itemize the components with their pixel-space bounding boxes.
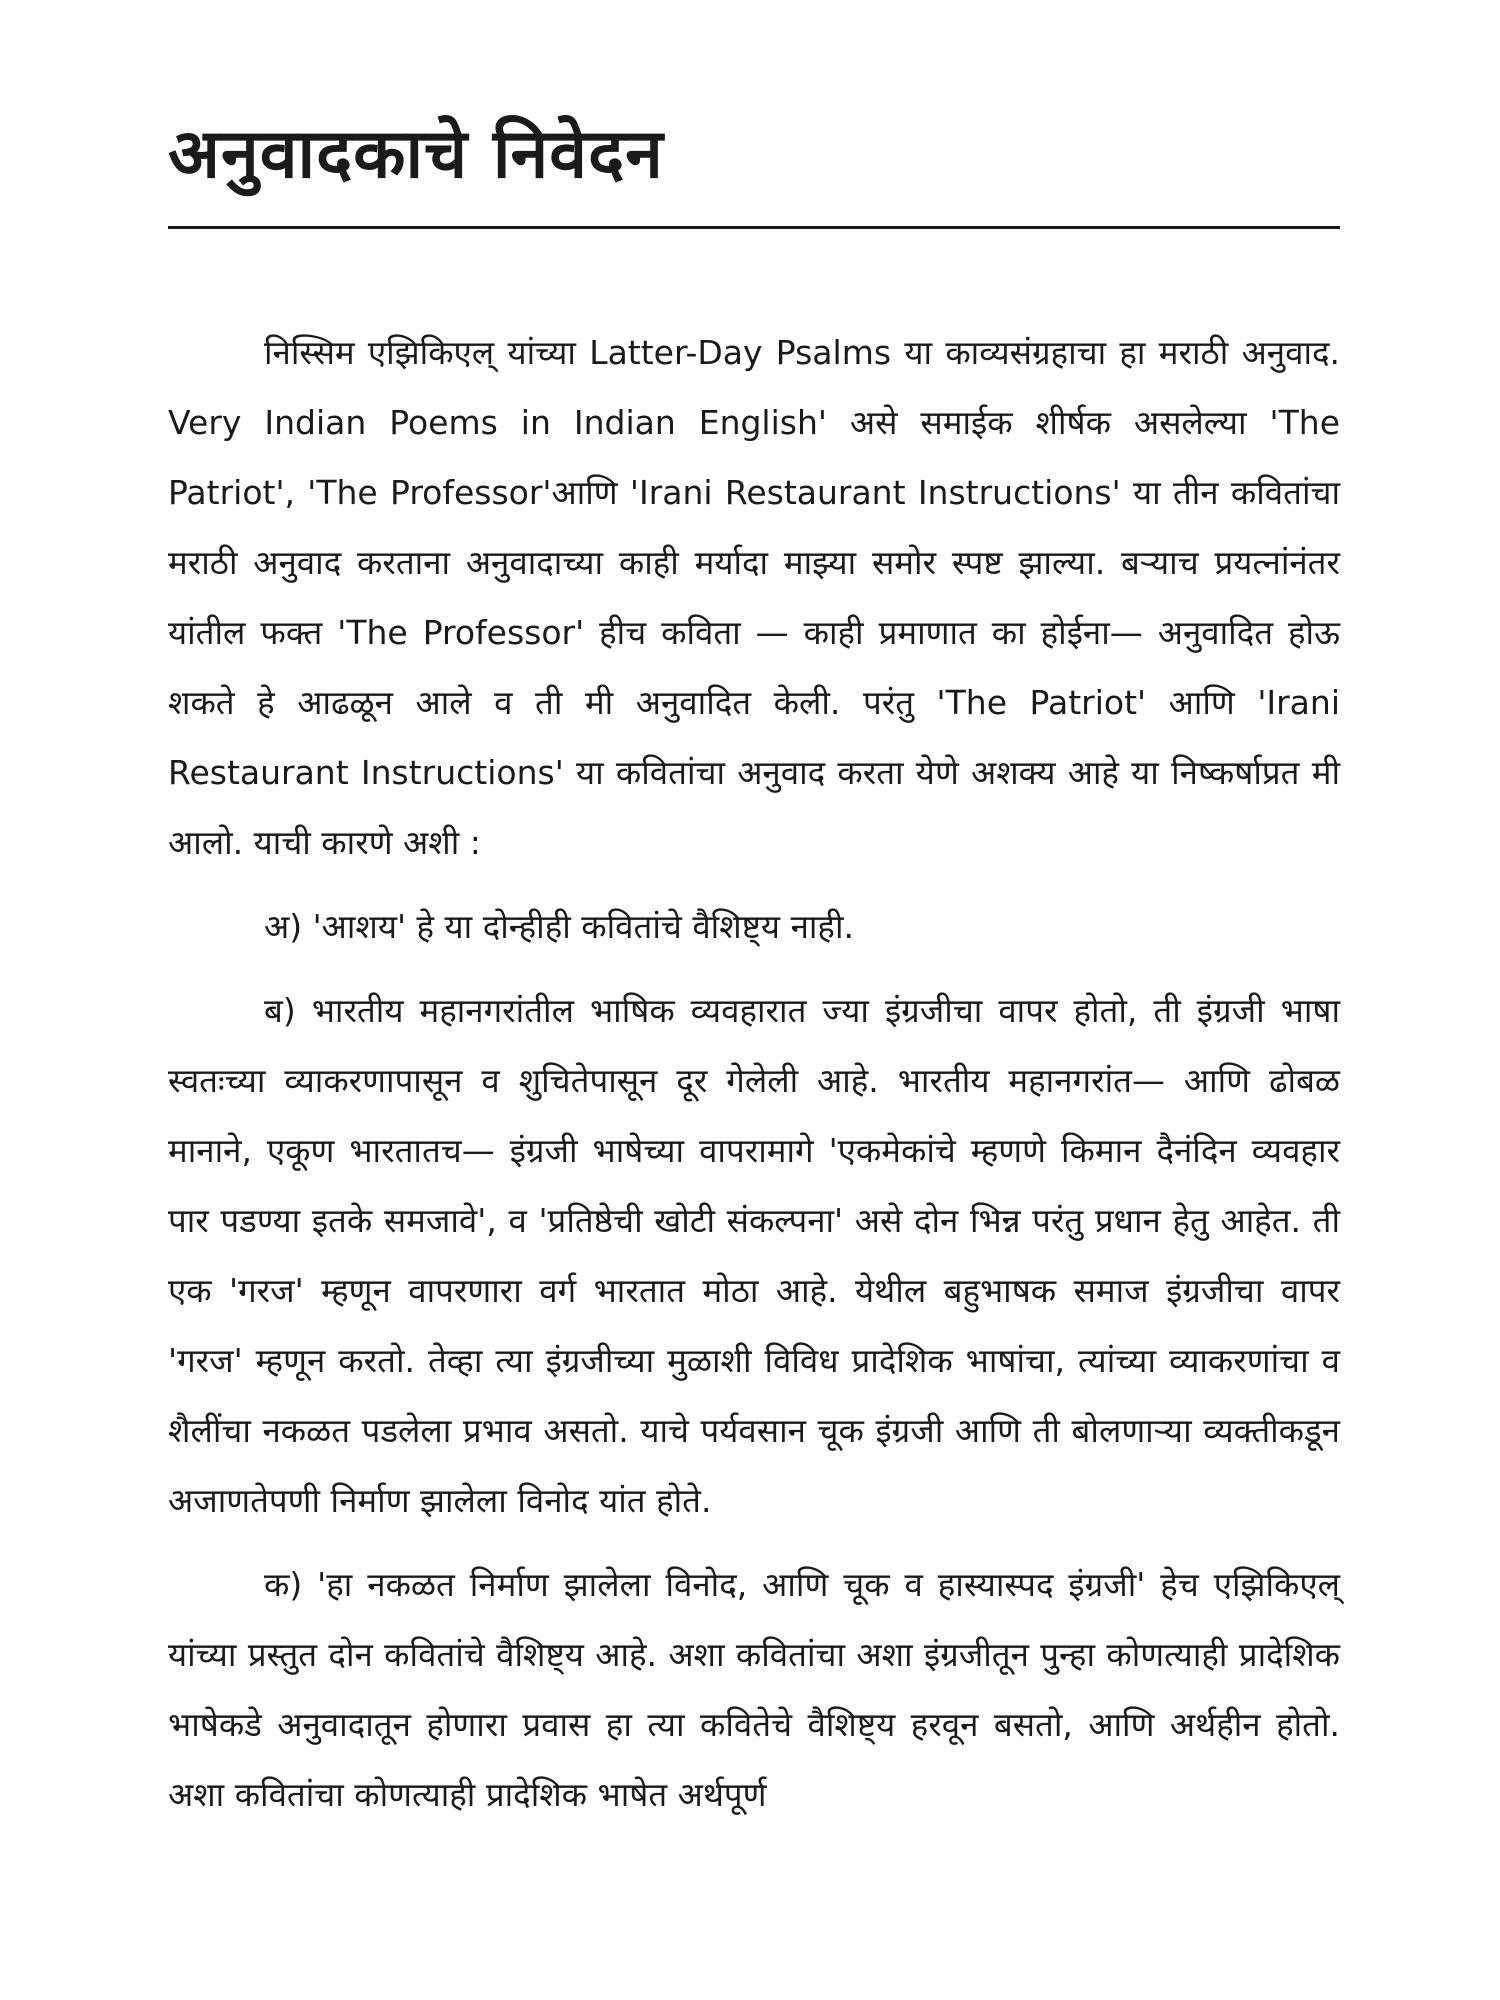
title-underline bbox=[168, 226, 1340, 229]
list-item-b bbox=[168, 976, 1340, 1536]
page-title: अनुवादकाचे निवेदन bbox=[168, 115, 664, 194]
list-item-c bbox=[168, 1550, 1340, 1830]
list-item-text: भारतीय महानगरांतील भाषिक व्यवहारात ज्या इंग्रजीचा वापर होतो, ती इंग्रजी भाषा स्वतःच्या व्याकरणापासून व शुचितेपासून दूर गेलेली आहे. भारतीय महानगरांत— आणि ढोबळ मानाने, एकूण भारतातच— इंग्रजी भाषेच्या वापरामागे 'एकमेकांचे म्हणणे किमान दैनंदिन व्यवहार पार पडण्या इतके समजावे', व 'प्रतिष्ठेची खोटी संकल्पना' असे दोन भिन्न परंतु प्रधान हेतु आहेत. ती एक 'गरज' म्हणून वापरणारा वर्ग भारतात मोठा आहे. येथील बहुभाषक समाज इंग्रजीचा वापर 'गरज' म्हणून करतो. तेव्हा त्या इंग्रजीच्या मुळाशी विविध प्रादेशिक भाषांचा, त्यांच्या व्याकरणांचा व शैलींचा नकळत पडलेला प्रभाव असतो. याचे पर्यवसान चूक इंग्रजी आणि ती बोलणाऱ्या व्यक्तीकडून अजाणतेपणी निर्माण झालेला विनोद यांत होते. bbox=[168, 991, 1340, 1520]
list-item-label: ब) bbox=[264, 991, 296, 1030]
list-item-text: 'आशय' हे या दोन्हीही कवितांचे वैशिष्ट्य नाही. bbox=[312, 907, 854, 946]
list-item-label: क) bbox=[264, 1565, 303, 1604]
list-item-a bbox=[168, 892, 1340, 962]
intro-paragraph: निस्सिम एझिकिएल् यांच्या Latter-Day Psalms या काव्यसंग्रहाचा हा मराठी अनुवाद. Very Indian Poems in Indian English' असे समाईक शीर्षक असलेल्या 'The Patriot', 'The Professor'आणि 'Irani Restaurant Instructions' या तीन कवितांचा मराठी अनुवाद करताना अनुवादाच्या काही मर्यादा माझ्या समोर स्पष्ट झाल्या. बऱ्याच प्रयत्नांनंतर यांतील फक्त 'The Professor' हीच कविता — काही प्रमाणात का होईना— अनुवादित होऊ शकते हे आढळून आले व ती मी अनुवादित केली. परंतु 'The Patriot' आणि 'Irani Restaurant Instructions' या कवितांचा अनुवाद करता येणे अशक्य आहे या निष्कर्षाप्रत मी आलो. याची कारणे अशी : bbox=[168, 333, 1340, 862]
body-text bbox=[168, 318, 1340, 1844]
list-item-text: 'हा नकळत निर्माण झालेला विनोद, आणि चूक व हास्यास्पद इंग्रजी' हेच एझिकिएल् यांच्या प्रस्तुत दोन कवितांचे वैशिष्ट्य आहे. अशा कवितांचा अशा इंग्रजीतून पुन्हा कोणत्याही प्रादेशिक भाषेकडे अनुवादातून होणारा प्रवास हा त्या कवितेचे वैशिष्ट्य हरवून बसतो, आणि अर्थहीन होतो. अशा कवितांचा कोणत्याही प्रादेशिक भाषेत अर्थपूर्ण bbox=[168, 1565, 1340, 1814]
list-item-label: अ) bbox=[264, 907, 303, 946]
